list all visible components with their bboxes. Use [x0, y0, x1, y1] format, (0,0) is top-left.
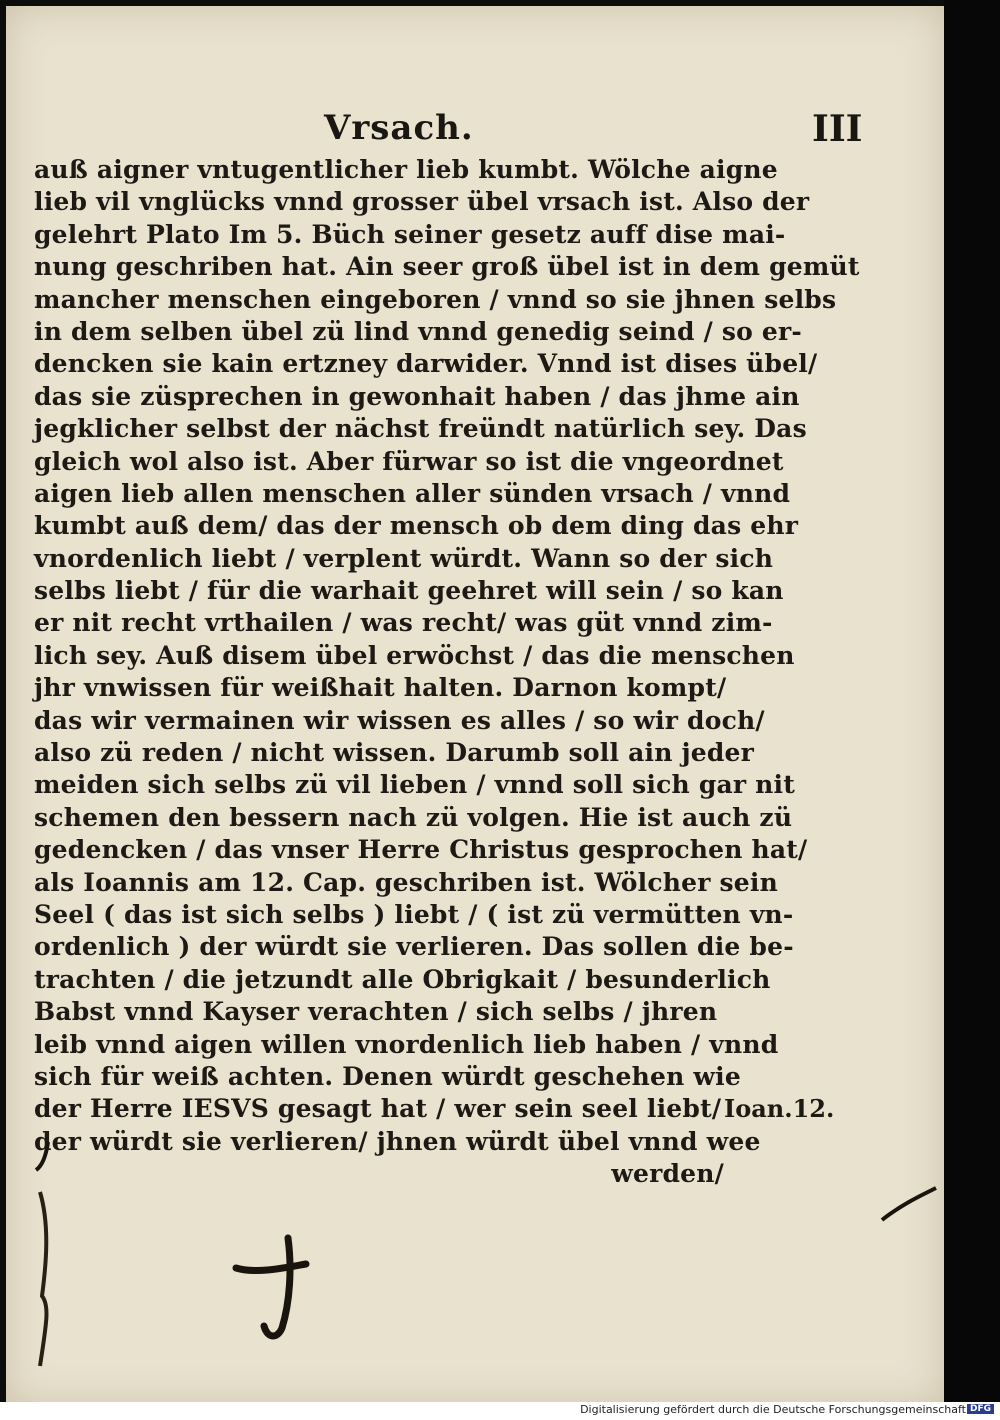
footer-bar	[0, 1402, 1000, 1420]
text-line: kumbt auß dem/ das der mensch ob dem ding das ehr	[34, 511, 799, 541]
text-line: als Ioannis am 12. Cap. geschriben ist. Wölcher sein	[34, 867, 778, 897]
marginal-note: Ioan.12.	[724, 1094, 835, 1123]
text-line: schemen den bessern nach zü volgen. Hie ist auch zü	[34, 802, 793, 832]
hook-mark	[36, 1142, 48, 1170]
text-line: Babst vnnd Kayser verachten / sich selbs / jhren	[34, 997, 718, 1027]
text-line: lieb vil vnglücks vnnd grosser übel vrsach ist. Also der	[34, 187, 810, 217]
text-line: meiden sich selbs zü vil lieben / vnnd soll sich gar nit	[34, 770, 795, 800]
text-line: lich sey. Auß disem übel erwöchst / das die menschen	[34, 640, 795, 670]
text-line: trachten / die jetzundt alle Obrigkait / besunderlich	[34, 964, 771, 994]
text-line: jhr vnwissen für weißhait halten. Darnon kompt/	[34, 673, 727, 703]
margin-bracket-mark	[40, 1192, 46, 1366]
cross-mark	[236, 1238, 306, 1336]
text-line: selbs liebt / für die warhait geehret will sein / so kan	[34, 576, 784, 606]
corner-scribble	[882, 1188, 936, 1220]
text-line: der Herre IESVS gesagt hat / wer sein seel liebt/	[34, 1094, 722, 1124]
text-line: das wir vermainen wir wissen es alles / so wir doch/	[34, 705, 765, 735]
text-line: dencken sie kain ertzney darwider. Vnnd ist dises übel/	[34, 349, 818, 379]
text-line: er nit recht vrthailen / was recht/ was güt vnnd zim-	[34, 608, 773, 638]
text-line: nung geschriben hat. Ain seer groß übel ist in dem gemüt	[34, 252, 860, 282]
text-line: leib vnnd aigen willen vnordenlich lieb haben / vnnd	[34, 1029, 779, 1059]
text-line: gelehrt Plato Im 5. Büch seiner gesetz auff dise mai-	[34, 219, 786, 249]
text-line: das sie züsprechen in gewonhait haben / das jhme ain	[34, 381, 800, 411]
text-line: auß aigner vntugentlicher lieb kumbt. Wölche aigne	[34, 155, 778, 184]
text-line: jegklicher selbst der nächst freündt natürlich sey. Das	[34, 414, 807, 444]
text-line: vnordenlich liebt / verplent würdt. Wann so der sich	[34, 543, 774, 573]
text-line: also zü reden / nicht wissen. Darumb soll ain jeder	[34, 738, 754, 768]
folio-number: III	[812, 108, 863, 150]
text-line: gleich wol also ist. Aber fürwar so ist die vngeordnet	[34, 446, 784, 476]
text-line: der würdt sie verlieren/ jhnen würdt übel vnnd wee	[34, 1126, 761, 1156]
text-line: werden/	[611, 1159, 724, 1189]
text-line: aigen lieb allen menschen aller sünden vrsach / vnnd	[34, 478, 791, 508]
text-line: sich für weiß achten. Denen würdt geschehen wie	[34, 1061, 741, 1091]
text-line: gedencken / das vnser Herre Christus gesprochen hat/	[34, 835, 808, 865]
text-line: ordenlich ) der würdt sie verlieren. Das sollen die be-	[34, 932, 794, 962]
scan-dark-edge	[944, 0, 1000, 1402]
book-page	[6, 6, 944, 1406]
running-head: Vrsach.	[324, 108, 474, 148]
text-line: in dem selben übel zü lind vnnd genedig seind / so er-	[34, 316, 802, 346]
text-line: mancher menschen eingeboren / vnnd so sie jhnen selbs	[34, 284, 837, 314]
handwritten-marks	[6, 6, 944, 1406]
footer-credit: Digitalisierung gefördert durch die Deutsche Forschungsgemeinschaft	[580, 1403, 966, 1416]
text-line: Seel ( das ist sich selbs ) liebt / ( ist zü vermütten vn-	[34, 899, 794, 929]
dfg-logo: DFG	[967, 1404, 994, 1414]
